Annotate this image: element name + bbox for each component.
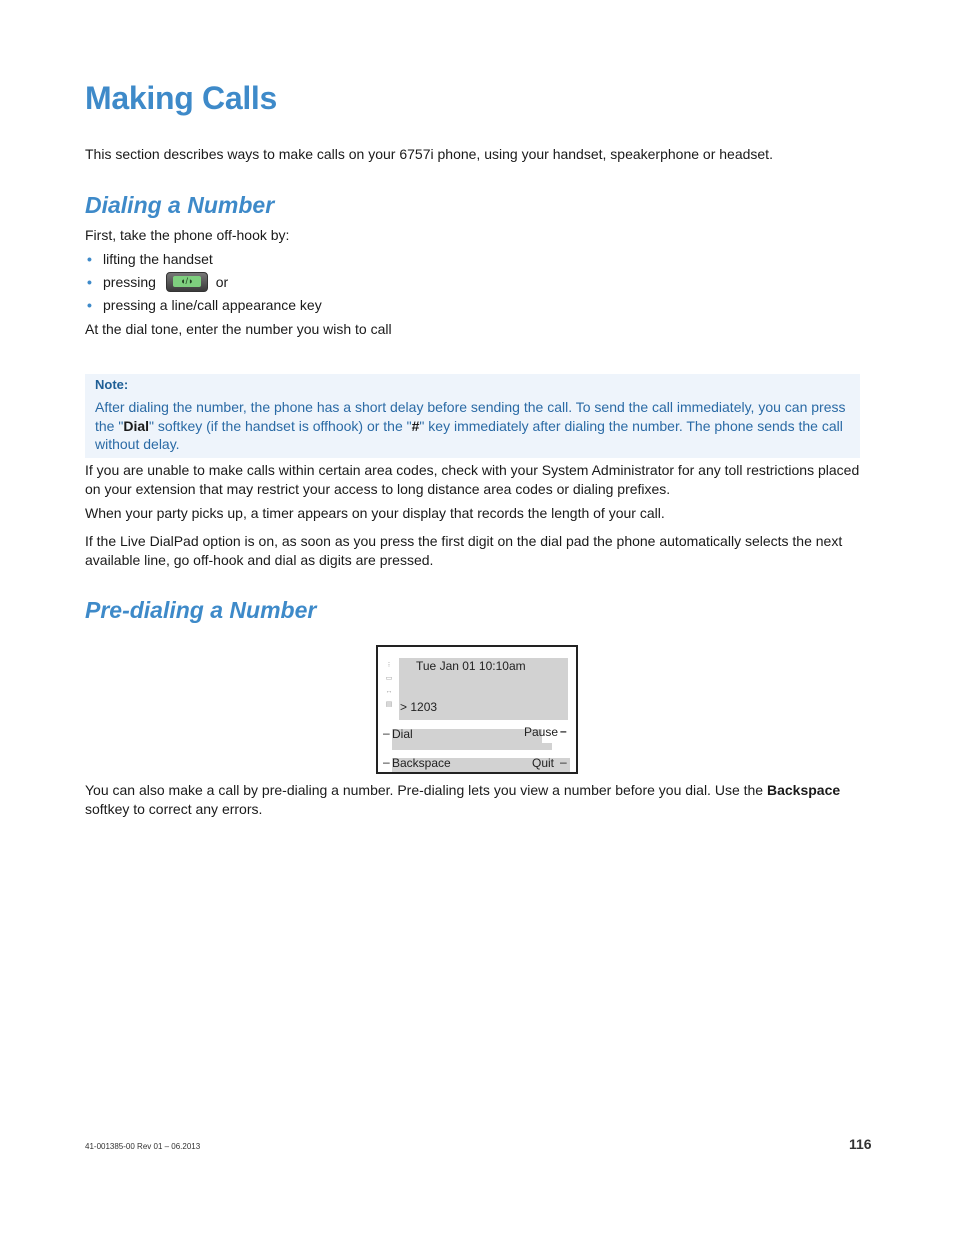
lcd-datetime: Tue Jan 01 10:10am: [416, 659, 526, 673]
softkey-dash-icon: –: [383, 755, 390, 769]
softkey-bar-top: [392, 729, 542, 743]
keypad-icon: ▤: [385, 701, 393, 708]
page-title: Making Calls: [85, 80, 278, 116]
note-title: Note:: [95, 377, 129, 392]
section-heading-dialing: Dialing a Number: [85, 192, 275, 218]
toll-restrictions-paragraph: If you are unable to make calls within certain area codes, check with your System Administrator for any toll restrictions placed on your extension that may restrict your access to long distance area codes or dialing prefixes.: [85, 462, 860, 497]
status-icons: [383, 659, 395, 711]
lcd-number: > 1203: [400, 700, 438, 714]
line-icon: ⁝: [387, 662, 391, 669]
timer-paragraph: When your party picks up, a timer appears on your display that records the length of your call.: [85, 505, 665, 521]
page-number: 116: [849, 1136, 872, 1152]
softkey-pause[interactable]: Pause: [524, 725, 559, 739]
softkey-dial[interactable]: Dial: [392, 727, 413, 741]
dialing-lead: First, take the phone off-hook by:: [85, 227, 290, 243]
bullet-icon: •: [87, 274, 92, 290]
note-body: After dialing the number, the phone has a short delay before sending the call. To send the call immediately, you can press the "Dial" softkey (if the handset is offhook) or the "#" key immediately after dialing the number. The phone sends the call without delay.: [95, 399, 846, 452]
softkey-backspace[interactable]: Backspace: [392, 756, 451, 770]
bullet-icon: •: [87, 251, 92, 267]
softkey-quit[interactable]: Quit: [532, 756, 555, 770]
lcd-display: [399, 658, 568, 720]
live-dialpad-paragraph: If the Live DialPad option is on, as soon as you press the first digit on the dial pad the phone automatically selects the next available line, go off-hook and dial as digits are pressed.: [85, 533, 843, 568]
intro-paragraph: This section describes ways to make calls on your 6757i phone, using your handset, speakerphone or headset.: [85, 146, 773, 162]
bullet-icon: •: [87, 297, 92, 313]
list-item: • pressing ◖/◗ or: [85, 272, 322, 295]
arrow-icon: ↔: [385, 688, 393, 695]
softkey-dash-icon: –: [383, 726, 390, 740]
softkey-bar-mid: [392, 743, 552, 750]
offhook-list: [85, 249, 322, 318]
note-box: [85, 374, 860, 458]
predialing-paragraph: You can also make a call by pre-dialing a number. Pre-dialing lets you view a number before you dial. Use the Backspace softkey to correct any errors.: [85, 782, 841, 817]
list-item: • lifting the handset: [87, 251, 213, 267]
softkey-dash-icon: –: [560, 724, 567, 738]
list-item: • pressing a line/call appearance key: [87, 297, 322, 313]
footer-doc-id: 41-001385-00 Rev 01 – 06.2013: [85, 1142, 201, 1151]
voicemail-icon: ▭: [385, 675, 393, 682]
dial-tone-text: At the dial tone, enter the number you wish to call: [85, 321, 392, 337]
handsfree-key-icon: ◖/◗: [166, 272, 208, 292]
section-heading-predialing: Pre-dialing a Number: [85, 597, 317, 623]
softkey-dash-icon: –: [560, 755, 567, 769]
phone-screen-illustration: [376, 645, 578, 774]
